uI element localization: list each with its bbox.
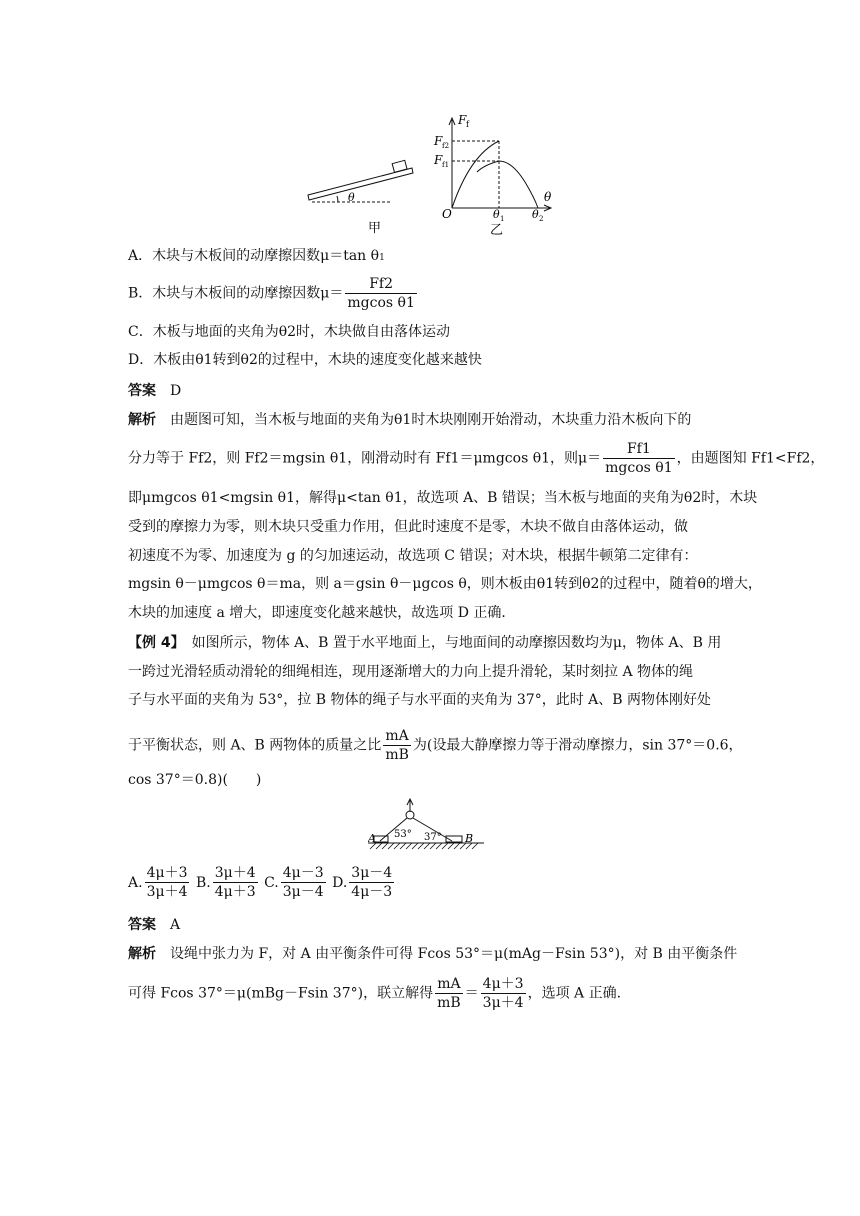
block-b-label: B <box>465 832 474 845</box>
analysis-1-line-3: 即μmgcos θ1<mgsin θ1，解得μ<tan θ1，故选项 A、B 错误；当木板与地面的夹角为θ2时，木块 <box>128 490 758 506</box>
analysis-2-text-2b: ，选项 A 正确. <box>527 985 622 1002</box>
option-a-text: A．木块与木板间的动摩擦因数μ＝tan θ <box>128 248 380 264</box>
option2-a-fraction <box>145 864 190 901</box>
example-4-num: mA <box>383 727 411 746</box>
caption-jia: 甲 <box>368 221 382 236</box>
example-4-den: mB <box>385 747 409 763</box>
analysis-2-den-2: 3μ＋4 <box>482 995 524 1011</box>
option2-b-den: 4μ＋3 <box>214 884 256 900</box>
answer-2-label: 答案 <box>128 917 156 933</box>
option-a-sub: 1 <box>379 253 385 263</box>
options-2 <box>128 864 396 901</box>
incline-angle-label: θ <box>348 191 355 204</box>
option-a <box>128 246 385 268</box>
option2-d-den: 4μ－3 <box>351 884 393 900</box>
analysis-2-text-1: 设绳中张力为 F，对 A 由平衡条件可得 Fcos 53°＝μ(mAg－Fsin 53°)，对 B 由平衡条件 <box>170 946 738 962</box>
analysis-2-fraction-1 <box>435 975 463 1012</box>
angle-b-label: 37° <box>424 832 442 843</box>
ff2-sub: f2 <box>442 142 450 150</box>
axis-y-sub: f <box>466 120 469 129</box>
origin-label: O <box>442 207 452 221</box>
analysis-2-line-1 <box>128 944 737 964</box>
option2-b-letter: B. <box>195 874 211 891</box>
analysis-2-num-2: 4μ＋3 <box>482 976 524 992</box>
analysis-2-line-2 <box>128 975 621 1012</box>
analysis-1-text-2b: ，由题图知 Ff1<Ff2， <box>676 450 825 467</box>
example-4-text-4: 于平衡状态，则 A、B 两物体的质量之比 <box>128 737 382 754</box>
theta2-sub: 2 <box>539 215 544 223</box>
theta1-sub: 1 <box>500 215 505 223</box>
answer-1-label: 答案 <box>128 383 156 399</box>
incline-diagram <box>308 160 413 202</box>
analysis-2-label: 解析 <box>128 946 156 962</box>
option2-d-fraction <box>349 864 394 901</box>
analysis-1-line-6: mgsin θ－μmgcos θ＝ma，则 a＝gsin θ－μgcos θ，则木板由θ1转到θ2的过程中，随着θ的增大， <box>128 576 762 592</box>
option-c: C．木板与地面的夹角为θ2时，木块做自由落体运动 <box>128 324 451 340</box>
analysis-2-text-2: 可得 Fcos 37°＝μ(mBg－Fsin 37°)，联立解得 <box>128 985 434 1002</box>
example-4-label: 【例 4】 <box>128 635 178 651</box>
example-4-line-2: 一跨过光滑轻质动滑轮的细绳相连，现用逐渐增大的力向上提升滑轮，某时刻拉 A 物体的绳 <box>128 664 694 680</box>
analysis-1-text-1: 由题图可知，当木板与地面的夹角为θ1时木块刚刚开始滑动，木块重力沿木板向下的 <box>170 412 692 428</box>
analysis-1-line-1 <box>128 410 691 430</box>
option2-a-num: 4μ＋3 <box>146 865 188 881</box>
axis-y-label: F <box>458 113 467 127</box>
option2-d-num: 3μ－4 <box>351 865 393 881</box>
friction-graph <box>449 118 551 211</box>
example-4-fraction <box>383 727 411 764</box>
analysis-1-text-2: 分力等于 Ff2，则 Ff2＝mgsin θ1，刚滑动时有 Ff1＝μmgcos θ1，则μ＝ <box>128 450 602 467</box>
analysis-1-line-7: 木块的加速度 a 增大，即速度变化越来越快，故选项 D 正确． <box>128 605 516 621</box>
option2-c-fraction <box>281 864 326 901</box>
option2-d-letter: D. <box>332 874 348 891</box>
ff1-label: F <box>434 153 443 167</box>
option2-a-letter: A. <box>128 874 143 891</box>
option-b-den: mgcos θ1 <box>347 295 415 311</box>
analysis-2-den-1: mB <box>437 995 461 1011</box>
answer-1 <box>128 381 181 401</box>
angle-a-label: 53° <box>394 829 412 840</box>
option-b-num: Ff2 <box>345 275 416 294</box>
theta1-label: θ <box>493 208 500 221</box>
option2-b-fraction <box>213 864 258 901</box>
analysis-1-line-4: 受到的摩擦力为零，则木块只受重力作用，但此时速度不是零，木块不做自由落体运动，做 <box>128 519 688 535</box>
option2-c-den: 3μ－4 <box>282 884 324 900</box>
figure-pulley <box>368 798 484 854</box>
option2-a-den: 3μ＋4 <box>146 884 188 900</box>
analysis-1-line-5: 初速度不为零、加速度为 g 的匀加速运动，故选项 C 错误；对木块，根据牛顿第二定律有： <box>128 548 698 564</box>
option2-b-num: 3μ＋4 <box>214 865 256 881</box>
analysis-2-fraction-2 <box>481 975 526 1012</box>
option-b-text: B．木块与木板间的动摩擦因数μ＝ <box>128 285 344 302</box>
example-4-line-1 <box>128 633 721 653</box>
option-b <box>128 275 419 312</box>
option-b-fraction <box>345 275 416 312</box>
example-4-line-3: 子与水平面的夹角为 53°，拉 B 物体的绳子与水平面的夹角为 37°，此时 A、B 两物体刚好处 <box>128 692 712 708</box>
example-4-text-4b: 为(设最大静摩擦力等于滑动摩擦力，sin 37°＝0.6， <box>412 737 743 754</box>
analysis-1-label: 解析 <box>128 412 156 428</box>
option2-c-num: 4μ－3 <box>282 865 324 881</box>
analysis-1-fraction <box>603 440 674 477</box>
answer-1-value: D <box>170 383 182 399</box>
example-4-text-1: 如图所示，物体 A、B 置于水平地面上，与地面间的动摩擦因数均为μ，物体 A、B 用 <box>191 635 722 651</box>
axis-x-label: θ <box>544 190 552 204</box>
analysis-2-eq: ＝ <box>464 985 479 1002</box>
analysis-2-num-1: mA <box>435 975 463 994</box>
answer-2-value: A <box>170 917 181 933</box>
example-4-line-4 <box>128 727 743 764</box>
analysis-1-den: mgcos θ1 <box>605 460 673 476</box>
option-d: D．木板由θ1转到θ2的过程中，木块的速度变化越来越快 <box>128 352 482 368</box>
caption-yi: 乙 <box>490 223 504 238</box>
theta2-label: θ <box>532 208 539 221</box>
option2-c-letter: C. <box>264 874 279 891</box>
figure-incline-graph <box>300 110 570 238</box>
ff2-label: F <box>434 134 443 148</box>
block-a-label: A <box>368 832 376 845</box>
ff1-sub: f1 <box>442 161 450 169</box>
example-4-line-5: cos 37°＝0.8)( ) <box>128 772 262 788</box>
analysis-1-num: Ff1 <box>603 440 674 459</box>
analysis-1-line-2 <box>128 440 824 477</box>
answer-2 <box>128 915 180 935</box>
